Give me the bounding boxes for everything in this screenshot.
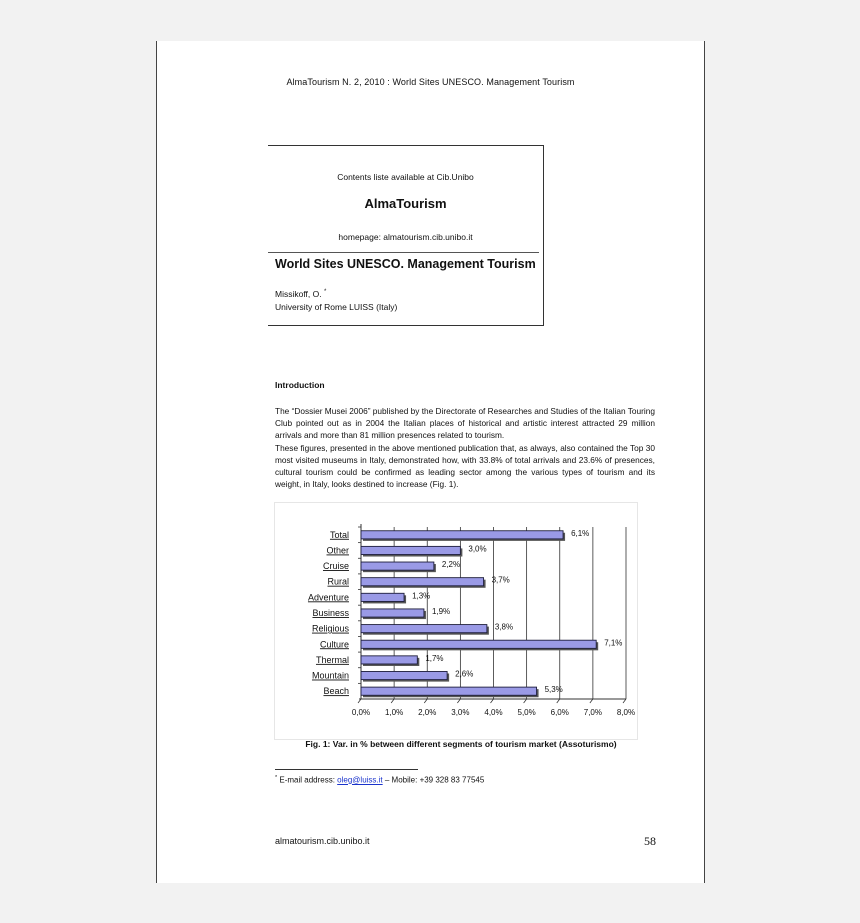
x-tick-label: 1,0% bbox=[385, 708, 404, 717]
x-tick-label: 0,0% bbox=[351, 708, 371, 717]
category-label: Total bbox=[329, 529, 349, 540]
x-tick bbox=[491, 699, 494, 703]
author-name-text: Missikoff, O. bbox=[275, 289, 322, 299]
article-title: World Sites UNESCO. Management Tourism bbox=[275, 257, 536, 271]
bar bbox=[361, 640, 596, 648]
value-label: 3,0% bbox=[468, 544, 487, 554]
value-label: 2,6% bbox=[455, 669, 474, 679]
bar bbox=[361, 656, 417, 664]
category-label: Cruise bbox=[322, 561, 349, 572]
footnote-prefix: E-mail address: bbox=[279, 775, 338, 785]
footnote-mark: * bbox=[275, 775, 278, 781]
category-label: Beach bbox=[323, 686, 349, 697]
figure-1 bbox=[274, 502, 638, 740]
paragraph: These figures, presented in the above mentioned publication that, as always, also contained the Top 30 most visited museums in Italy, demonstrated how, with 33.8% of total arrivals and 23.6% of presences, cultural tourism could be confirmed as leading sector among the various types of tourism and its weight, in Italy, looks destined to increase (Fig. 1). bbox=[275, 442, 655, 490]
x-tick bbox=[457, 699, 460, 703]
article-title-box bbox=[268, 145, 544, 326]
value-label: 3,7% bbox=[491, 575, 510, 585]
category-label: Culture bbox=[319, 639, 349, 650]
x-tick-label: 2,0% bbox=[418, 708, 437, 717]
category-label: Adventure bbox=[307, 592, 349, 603]
category-label: Rural bbox=[327, 576, 349, 587]
paragraph: The “Dossier Musei 2006” published by the Directorate of Researches and Studies of the Italian Touring Club pointed out as in 2004 the Italian places of historical and artistic interest attracted 29 million arrivals and more than 81 million presences related to tourism. bbox=[275, 406, 655, 441]
x-tick bbox=[557, 699, 560, 703]
value-label: 7,1% bbox=[604, 638, 623, 648]
footer-url: almatourism.cib.unibo.it bbox=[275, 836, 370, 846]
x-tick-label: 3,0% bbox=[451, 708, 470, 717]
bar bbox=[361, 578, 484, 586]
category-label: Thermal bbox=[315, 654, 349, 665]
footnote bbox=[275, 775, 484, 785]
x-tick-label: 5,0% bbox=[517, 708, 536, 717]
category-label: Business bbox=[312, 608, 349, 618]
author-footnote-mark: * bbox=[323, 289, 327, 296]
x-tick bbox=[391, 699, 394, 703]
journal-homepage: homepage: almatourism.cib.unibo.it bbox=[338, 232, 473, 242]
category-label: Mountain bbox=[311, 670, 349, 681]
value-label: 5,3% bbox=[544, 685, 563, 695]
footnote-divider bbox=[275, 769, 418, 770]
x-tick-label: 8,0% bbox=[616, 708, 636, 717]
email-link[interactable]: oleg@luiss.it bbox=[337, 775, 383, 785]
bar bbox=[361, 687, 537, 695]
x-tick bbox=[623, 699, 626, 703]
bar bbox=[361, 671, 447, 679]
page-number: 58 bbox=[644, 834, 656, 848]
x-tick bbox=[424, 699, 427, 703]
title-box-divider bbox=[268, 252, 539, 253]
bar bbox=[361, 625, 487, 633]
value-label: 1,7% bbox=[425, 653, 444, 663]
running-header: AlmaTourism N. 2, 2010 : World Sites UNESCO. Management Tourism bbox=[286, 77, 575, 87]
bar bbox=[361, 593, 404, 601]
paper-page bbox=[156, 41, 705, 883]
journal-name: AlmaTourism bbox=[364, 196, 447, 211]
contents-availability-note: Contents liste available at Cib.Unibo bbox=[337, 172, 474, 182]
bar bbox=[361, 531, 563, 539]
value-label: 1,9% bbox=[431, 607, 451, 616]
bar bbox=[361, 609, 424, 617]
value-label: 6,1% bbox=[571, 528, 590, 538]
value-label: 1,3% bbox=[412, 591, 431, 601]
x-tick bbox=[358, 699, 361, 703]
x-tick bbox=[590, 699, 593, 703]
bar bbox=[361, 546, 460, 554]
value-label: 3,8% bbox=[494, 622, 514, 632]
bar-chart bbox=[275, 503, 637, 739]
category-label: Religious bbox=[311, 623, 349, 634]
bar bbox=[361, 562, 434, 570]
footnote-suffix: – Mobile: +39 328 83 77545 bbox=[382, 775, 485, 785]
category-label: Other bbox=[326, 545, 349, 556]
introduction-body bbox=[275, 405, 655, 490]
x-tick-label: 4,0% bbox=[484, 708, 503, 717]
x-tick-label: 7,0% bbox=[583, 708, 602, 717]
figure-caption: Fig. 1: Var. in % between different segments of tourism market (Assoturismo) bbox=[305, 739, 617, 749]
author-affiliation: University of Rome LUISS (Italy) bbox=[275, 302, 398, 312]
section-heading-introduction: Introduction bbox=[275, 380, 325, 390]
value-label: 2,2% bbox=[441, 560, 461, 570]
x-tick-label: 6,0% bbox=[550, 708, 569, 717]
x-tick bbox=[524, 699, 527, 703]
author-name bbox=[275, 289, 326, 299]
